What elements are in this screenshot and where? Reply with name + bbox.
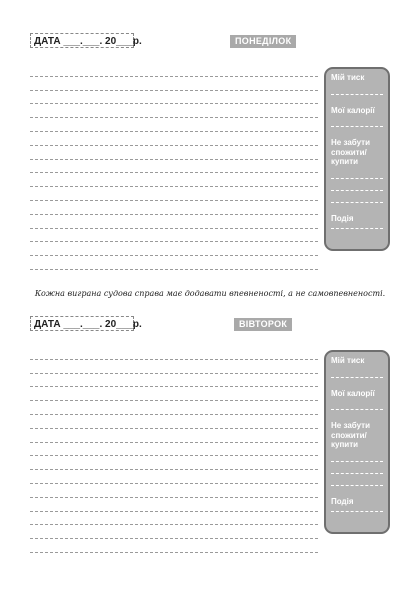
not-forget-line[interactable] <box>331 191 383 203</box>
note-line[interactable] <box>30 387 318 401</box>
note-line[interactable] <box>30 242 318 256</box>
event-line[interactable] <box>331 223 383 229</box>
note-line[interactable] <box>30 443 318 457</box>
calories-label: Мої калорії <box>331 105 375 115</box>
note-line[interactable] <box>30 201 318 215</box>
note-line[interactable] <box>30 132 318 146</box>
motivational-quote: Кожна виграна судова справа має додавати впевненості, а не самовпевненості. <box>34 289 386 298</box>
event-label: Подія <box>331 496 354 506</box>
day-name-badge: ВІВТОРОК <box>234 318 292 331</box>
note-line[interactable] <box>30 63 318 77</box>
calories-line[interactable] <box>331 115 383 127</box>
not-forget-label: Не забути спожити/ купити <box>331 421 370 449</box>
note-line[interactable] <box>30 498 318 512</box>
note-line[interactable] <box>30 215 318 229</box>
note-line[interactable] <box>30 429 318 443</box>
health-panel <box>324 67 390 251</box>
notes-lines[interactable] <box>30 346 318 553</box>
note-line[interactable] <box>30 456 318 470</box>
note-line[interactable] <box>30 229 318 243</box>
note-line[interactable] <box>30 256 318 270</box>
pressure-label: Мій тиск <box>331 356 365 365</box>
not-forget-line[interactable] <box>331 474 383 486</box>
day-name-badge: ПОНЕДІЛОК <box>230 35 296 48</box>
note-line[interactable] <box>30 539 318 553</box>
note-line[interactable] <box>30 401 318 415</box>
note-line[interactable] <box>30 160 318 174</box>
note-line[interactable] <box>30 173 318 187</box>
note-line[interactable] <box>30 104 318 118</box>
note-line[interactable] <box>30 346 318 360</box>
not-forget-line[interactable] <box>331 462 383 474</box>
note-line[interactable] <box>30 470 318 484</box>
health-panel <box>324 350 390 534</box>
note-line[interactable] <box>30 525 318 539</box>
not-forget-line[interactable] <box>331 450 383 462</box>
pressure-line[interactable] <box>331 83 383 95</box>
not-forget-label: Не забути спожити/ купити <box>331 138 370 166</box>
note-line[interactable] <box>30 77 318 91</box>
note-line[interactable] <box>30 374 318 388</box>
calories-label: Мої калорії <box>331 388 375 398</box>
event-line[interactable] <box>331 506 383 512</box>
not-forget-line[interactable] <box>331 167 383 179</box>
date-field[interactable]: ДАТА ___.___. 20___р. <box>30 33 134 48</box>
note-line[interactable] <box>30 484 318 498</box>
note-line[interactable] <box>30 415 318 429</box>
pressure-line[interactable] <box>331 366 383 378</box>
pressure-label: Мій тиск <box>331 73 365 82</box>
note-line[interactable] <box>30 512 318 526</box>
date-field[interactable]: ДАТА ___.___. 20___р. <box>30 316 134 331</box>
note-line[interactable] <box>30 187 318 201</box>
note-line[interactable] <box>30 118 318 132</box>
notes-lines[interactable] <box>30 63 318 270</box>
calories-line[interactable] <box>331 398 383 410</box>
note-line[interactable] <box>30 91 318 105</box>
note-line[interactable] <box>30 360 318 374</box>
note-line[interactable] <box>30 146 318 160</box>
not-forget-line[interactable] <box>331 179 383 191</box>
event-label: Подія <box>331 213 354 223</box>
